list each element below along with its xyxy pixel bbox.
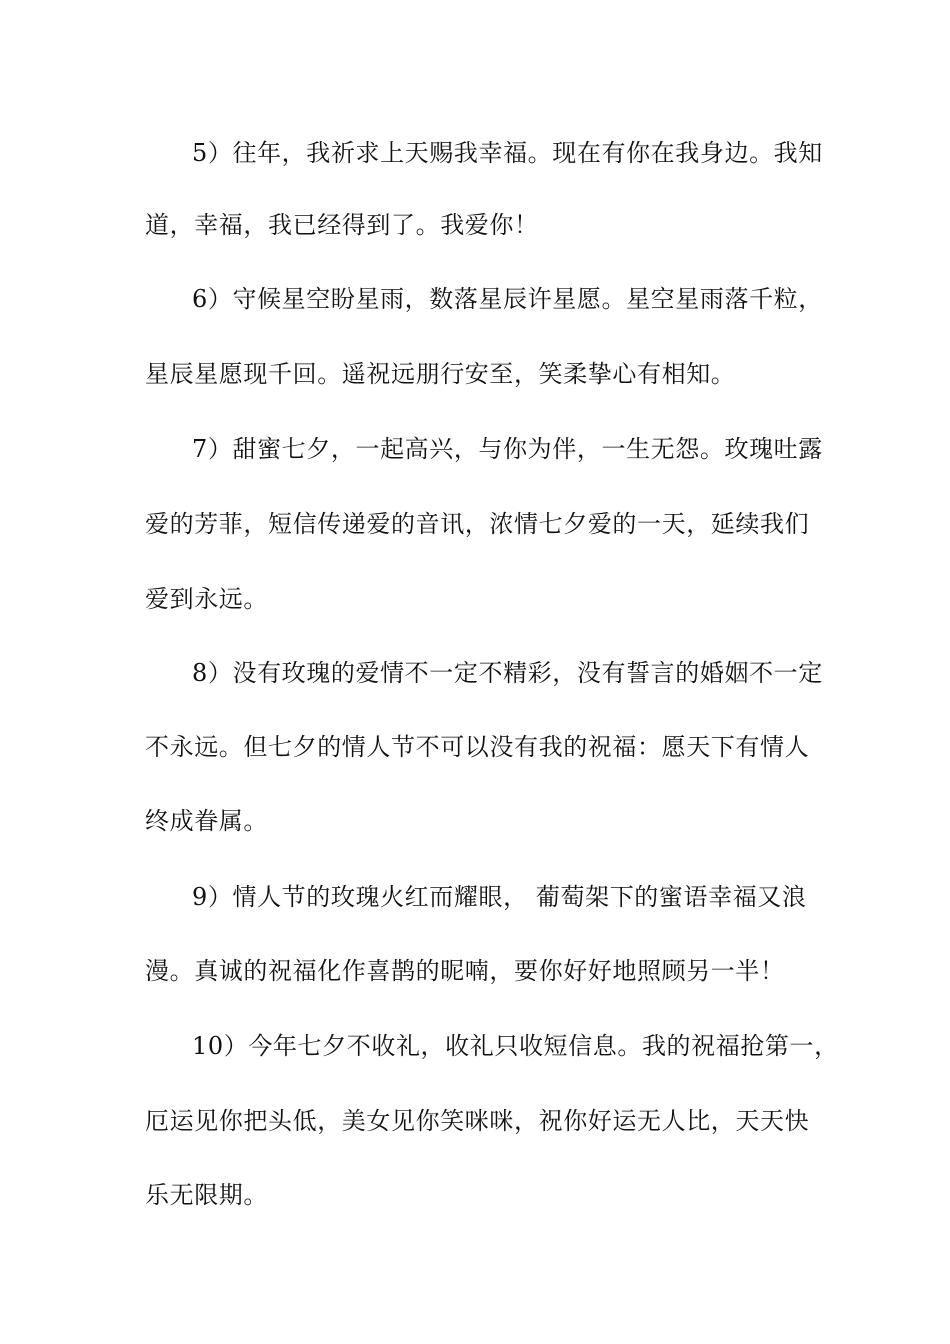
paragraph-5-line-1: 5）往年，我祈求上天赐我幸福。现在有你在我身边。我知: [192, 139, 823, 167]
paragraph-7-line-2: 爱的芳菲，短信传递爱的音讯，浓情七夕爱的一天，延续我们: [145, 510, 810, 538]
paragraph-7-line-3: 爱到永远。: [145, 585, 268, 613]
paragraph-8-line-1: 8）没有玫瑰的爱情不一定不精彩，没有誓言的婚姻不一定: [192, 659, 823, 687]
paragraph-6-line-2: 星辰星愿现千回。遥祝远朋行安至，笑柔挚心有相知。: [145, 360, 736, 388]
paragraph-10-line-1: 10）今年七夕不收礼，收礼只收短信息。我的祝福抢第一，: [192, 1032, 839, 1060]
paragraph-6-line-1: 6）守候星空盼星雨，数落星辰许星愿。星空星雨落千粒，: [192, 285, 823, 313]
paragraph-10-line-2: 厄运见你把头低，美女见你笑咪咪，祝你好运无人比，天天快: [145, 1107, 810, 1135]
paragraph-8-line-2: 不永远。但七夕的情人节不可以没有我的祝福：愿天下有情人: [145, 733, 810, 761]
paragraph-10-line-3: 乐无限期。: [145, 1181, 268, 1209]
paragraph-9-line-1: 9）情人节的玫瑰火红而耀眼， 葡萄架下的蜜语幸福又浪: [192, 883, 807, 911]
paragraph-8-line-3: 终成眷属。: [145, 807, 268, 835]
paragraph-9-line-2: 漫。真诚的祝福化作喜鹊的昵喃，要你好好地照顾另一半！: [145, 957, 785, 985]
paragraph-7-line-1: 7）甜蜜七夕，一起高兴，与你为伴，一生无怨。玫瑰吐露: [192, 435, 823, 463]
paragraph-5-line-2: 道，幸福，我已经得到了。我爱你！: [145, 211, 539, 239]
